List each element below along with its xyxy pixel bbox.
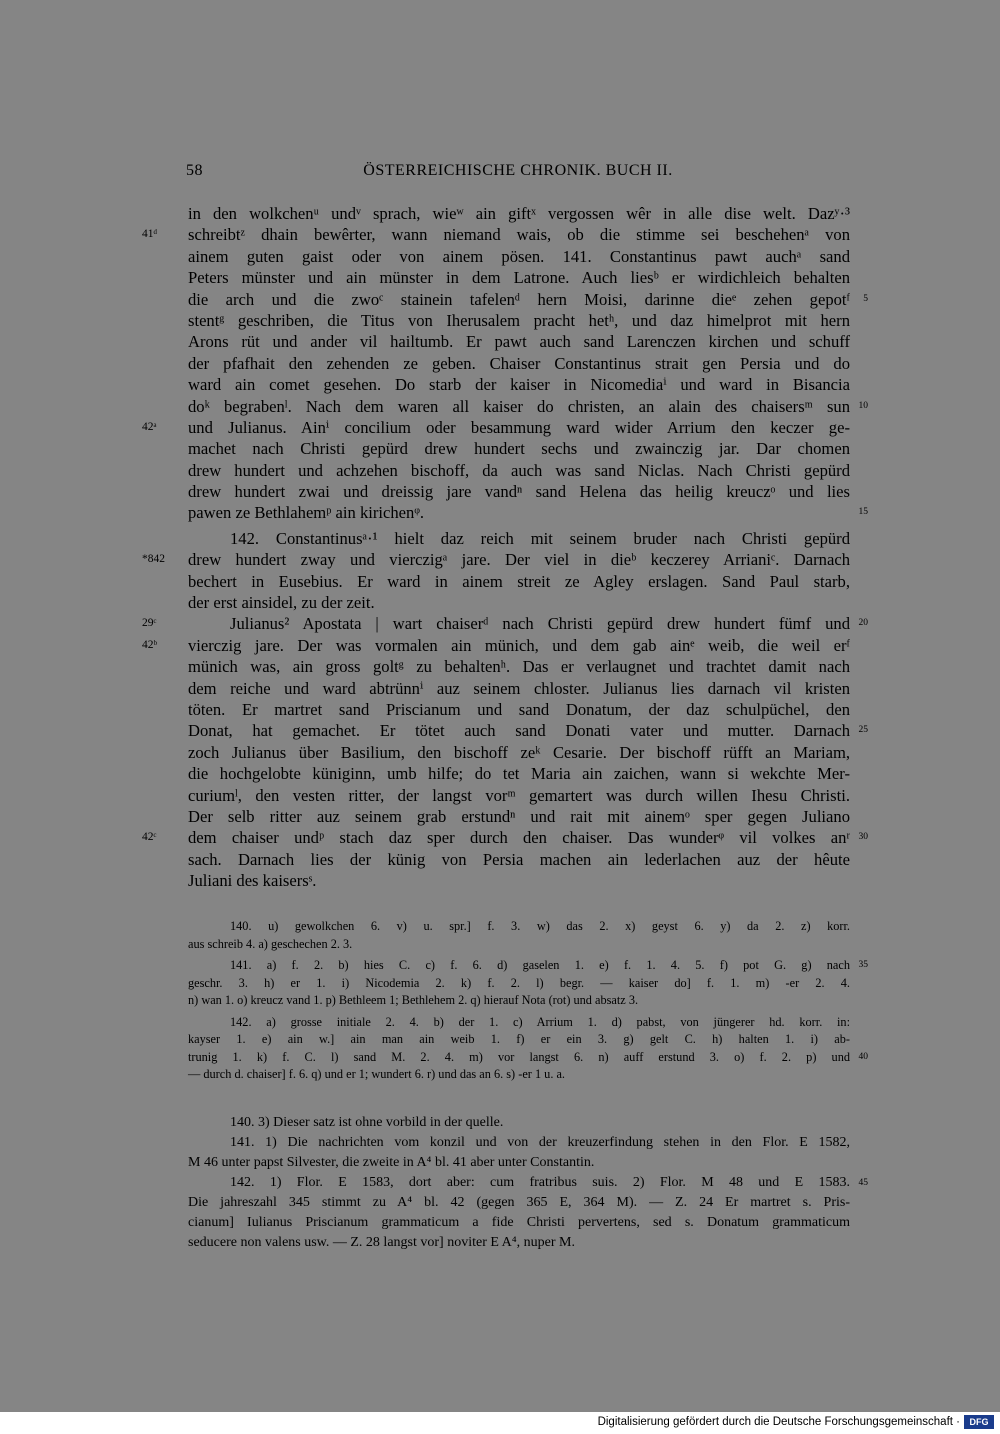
text-line (188, 1193, 850, 1213)
running-title: ÖSTERREICHISCHE CHRONIK. BUCH II. (363, 162, 673, 179)
line-text: und Julianus. Ainⁱ concilium oder besammung ward wider Arrium den keczer ge- (188, 417, 850, 437)
footer-bar (0, 1412, 1000, 1434)
line-text: cianum] Iulianus Priscianum grammaticum a fide Christi pervertens, sed s. Donatum grammaticum (188, 1215, 850, 1230)
text-line (188, 267, 850, 288)
running-header (186, 162, 850, 184)
line-text: curiumˡ, den vesten ritter, der langst vorᵐ gemartert was durch willen Ihesu Christi. (188, 785, 850, 805)
line-text: n) wan 1. o) kreucz vand 1. p) Bethleem 1; Bethlehem 2. q) hierauf Nota (rot) und absatz 3. (188, 993, 639, 1007)
line-number: 30 (858, 832, 868, 843)
text-line (188, 742, 850, 763)
line-text: 140. 3) Dieser satz ist ohne vorbild in der quelle. (230, 1115, 504, 1130)
text-line (188, 1049, 868, 1067)
text-line (188, 957, 868, 975)
page-number: 58 (186, 162, 203, 179)
line-text: der pfafhait den zehenden ze geben. Chaiser Constantinus strait gen Persia und do (188, 353, 850, 373)
line-text: 142. Constantinusᵃ·¹ hielt daz reich mit seinem bruder nach Christi gepürd (230, 528, 850, 548)
text-line (188, 678, 850, 699)
margin-ref-left: 41ᵈ (142, 228, 158, 241)
line-number: 25 (858, 725, 868, 736)
text-line (188, 396, 868, 417)
line-text: ward ain comet gesehen. Do starb der kaiser in Nicomediaⁱ und ward in Bisancia (188, 375, 850, 395)
text-line (188, 918, 850, 936)
line-text: doᵏ begrabenˡ. Nach dem waren all kaiser do christen, an alain des chaisersᵐ sun (188, 396, 850, 416)
line-text: schreibtᶻ dhain bewêrter, wann niemand wais, ob die stimme sei beschehenᵃ von (188, 225, 850, 245)
text-line (188, 1031, 850, 1049)
text-line (188, 1133, 850, 1153)
line-text: zoch Julianus über Basilium, den bischoff zeᵏ Cesarie. Der bischoff rüfft an Mariam, (188, 742, 850, 762)
text-line (188, 1014, 850, 1032)
text-line (142, 635, 850, 656)
line-text: seducere non valens usw. — Z. 28 langst vor] noviter E A⁴, nuper M. (188, 1235, 575, 1250)
text-line (188, 1066, 850, 1084)
line-text: dem chaiser undᵖ stach daz sper durch den chaiser. Das wunderᵠ vil volkes anʳ (188, 828, 850, 848)
line-text: Donat, hat gemachet. Er tötet auch sand Donati vater und mutter. Darnach (188, 721, 850, 741)
line-text: in den wolkchenᵘ undᵛ sprach, wieʷ ain giftˣ vergossen wêr in alle dise welt. Dazʸ·³ (188, 204, 850, 223)
text-line (142, 224, 850, 245)
line-text: 142. a) grosse initiale 2. 4. b) der 1. c) Arrium 1. d) pabst, von jüngerer hd. korr. in: (230, 1014, 850, 1029)
text-line (188, 289, 868, 310)
text-line (188, 699, 850, 720)
text-line (188, 438, 850, 459)
line-text: die hochgelobte küniginn, umb hilfe; do tet Maria ain zaichen, wann si wekchte Mer- (188, 764, 850, 784)
text-line (188, 528, 850, 549)
margin-ref-left: 42ᶜ (142, 831, 157, 844)
margin-ref-left: *842 (142, 553, 165, 566)
line-text: drew hundert zwai und dreissig jare vandⁿ sand Helena das heilig kreuczᵒ und lies (188, 482, 850, 502)
line-number: 5 (863, 293, 868, 304)
line-number: 15 (858, 507, 868, 518)
text-line (142, 417, 850, 438)
text-line (188, 246, 850, 267)
margin-ref-left: 42ᵇ (142, 638, 158, 651)
line-text: Juliani des kaisersˢ. (188, 871, 317, 891)
line-number: 45 (858, 1178, 868, 1188)
line-number: 35 (858, 960, 868, 970)
line-text: Arons rüt und ander vil hailtumb. Er pawt auch sand Larenczen kirchen und schuff (188, 332, 850, 352)
main-text (142, 203, 868, 892)
text-line (188, 936, 850, 954)
text-line (142, 549, 850, 570)
text-line (188, 1153, 850, 1173)
text-line (188, 1213, 850, 1233)
line-text: — durch d. chaiser] f. 6. q) und er 1; wundert 6. r) und das an 6. s) -er 1 u. a. (188, 1067, 565, 1081)
text-line (188, 374, 850, 395)
text-line (142, 613, 868, 634)
text-line (188, 870, 850, 891)
variant-notes (188, 918, 868, 1084)
line-text: machet nach Christi gepürd drew hundert sechs und zwainczig jar. Dar chomen (188, 439, 850, 459)
text-line (188, 502, 868, 523)
margin-ref-left: 42ᵃ (142, 420, 157, 433)
text-line (188, 785, 850, 806)
text-line (188, 975, 850, 993)
line-text: geschr. 3. h) er 1. i) Nicodemia 2. k) f. 2. l) begr. — kaiser do] f. 1. m) -er 2. 4. (188, 975, 850, 990)
text-line (188, 310, 850, 331)
text-line (188, 849, 850, 870)
margin-ref-left: 29ᶜ (142, 617, 157, 630)
line-text: dem reiche und ward abtrünnⁱ auz seinem chloster. Julianus lies darnach vil kristen (188, 678, 850, 698)
line-text: trunig 1. k) f. C. l) sand M. 2. 4. m) vor langst 6. n) auff erstund 3. o) f. 2. p) und (188, 1049, 850, 1064)
text-line (188, 1173, 868, 1193)
text-line (188, 1233, 850, 1253)
text-line (188, 353, 850, 374)
line-text: kayser 1. e) ain w.] ain man ain weib 1. f) er ein 3. g) gelt C. h) halten 1. i) ab- (188, 1032, 850, 1046)
line-text: 142. 1) Flor. E 1583, dort aber: cum fratribus suis. 2) Flor. M 48 und E 1583. (230, 1175, 850, 1190)
line-text: pawen ze Bethlahemᵖ ain kirichenᵠ. (188, 503, 425, 523)
text-line (188, 460, 850, 481)
line-text: töten. Er martret sand Priscianum und sand Donatum, der daz schulpüchel, den (188, 699, 850, 719)
line-text: drew hundert und achzehen bischoff, da auch was sand Niclas. Nach Christi gepürd (188, 460, 850, 480)
commentary (188, 1113, 868, 1253)
text-line (188, 763, 850, 784)
line-text: Der selb ritter auz seinem grab erstundⁿ und rait mit ainemᵒ sper gegen Juliano (188, 806, 850, 826)
line-text: die arch und die zwoᶜ stainein tafelenᵈ hern Moisi, darinne dieᵉ zehen gepotᶠ (188, 289, 850, 309)
text-line (188, 571, 850, 592)
line-text: münich was, ain gross goltᵍ zu behaltenʰ. Das er verlaugnet und trachtet damit nach (188, 657, 850, 677)
line-text: 141. a) f. 2. b) hies C. c) f. 6. d) gaselen 1. e) f. 1. 4. 5. f) pot G. g) nach (230, 958, 850, 972)
line-text: Die jahreszahl 345 stimmt zu A⁴ bl. 42 (gegen 365 E, 364 M). — Z. 24 Er martret s. Pris- (188, 1195, 850, 1210)
line-text: Peters münster und ain münster in dem Latrone. Auch liesᵇ er wirdichleich behalten (188, 268, 850, 288)
line-number: 40 (858, 1051, 868, 1062)
line-text: Julianus² Apostata | wart chaiserᵈ nach Christi gepürd drew hundert fümf und (230, 614, 850, 634)
line-number: 20 (858, 618, 868, 629)
dfg-logo: DFG (964, 1415, 994, 1429)
text-line (188, 1113, 850, 1133)
text-line (188, 481, 850, 502)
text-line (188, 806, 850, 827)
line-text: 141. 1) Die nachrichten vom konzil und von der kreuzerfindung stehen in den Flor. E 1582, (230, 1135, 850, 1150)
text-line (188, 992, 850, 1010)
line-text: 140. u) gewolkchen 6. v) u. spr.] f. 3. w) das 2. x) geyst 6. y) da 2. z) korr. (230, 919, 850, 933)
line-text: sach. Darnach lies der künig von Persia machen ain lederlachen auz der hêute (188, 849, 850, 869)
text-line (188, 203, 850, 224)
text-line (188, 592, 850, 613)
line-text: der erst ainsidel, zu der zeit. (188, 593, 375, 613)
text-line (188, 720, 868, 741)
line-text: bechert in Eusebius. Er ward in ainem streit ze Agley erslagen. Sand Paul starb, (188, 571, 850, 591)
line-text: aus schreib 4. a) geschechen 2. 3. (188, 936, 353, 951)
line-text: M 46 unter papst Silvester, die zweite in A⁴ bl. 41 aber unter Constantin. (188, 1155, 595, 1170)
text-line (142, 827, 868, 848)
footer-credit: Digitalisierung gefördert durch die Deutsche Forschungsgemeinschaft · (597, 1416, 960, 1428)
line-text: stentᵍ geschriben, die Titus von Iherusalem pracht hetʰ, und daz himelprot mit hern (188, 310, 850, 330)
line-text: drew hundert zway und vierczigᵃ jare. Der viel in dieᵇ keczerey Arrianiᶜ. Darnach (188, 550, 850, 570)
line-text: ainem guten gaist oder von ainem pösen. 141. Constantinus pawt auchᵃ sand (188, 246, 850, 266)
line-text: vierczig jare. Der was vormalen ain münich, und dem gab ainᵉ weib, die weil erᶠ (188, 635, 850, 655)
text-line (188, 331, 850, 352)
line-number: 10 (858, 400, 868, 411)
text-line (188, 656, 850, 677)
